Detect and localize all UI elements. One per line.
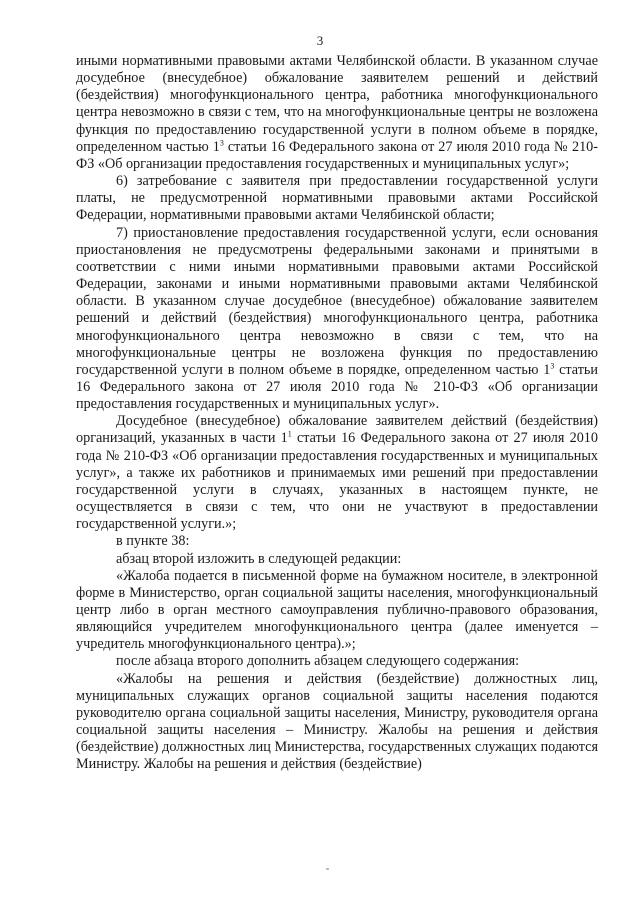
superscript: 3 [550,361,555,371]
paragraph [76,533,598,550]
scan-mark [326,868,329,870]
text-run: Досудебное (внесудебное) обжалование заявителем действий (бездействия) организаций, указанных в части 1 [76,413,598,447]
paragraph [76,225,598,414]
text-run: абзац второй изложить в следующей редакции: [116,550,402,567]
text-run: в пункте 38: [116,533,190,550]
paragraph [76,671,598,774]
superscript: 1 [287,429,292,439]
paragraph [76,653,598,670]
document-body [76,53,598,774]
text-run: «Жалоба подается в письменной форме на бумажном носителе, в электронной форме в Министерство, орган социальной защиты населения, многофункциональный центр либо в орган местного самоуправления публично-правового образования, являющийся учредителем многофункционального центра (далее именуется – учредитель многофункционального центра).»; [76,567,598,653]
text-run: иными нормативными правовыми актами Челябинской области. В указанном случае досудебное (внесудебное) обжалование заявителем решений и действий (бездействия) многофункционального центра, работника многофункционального центра невозможно в связи с тем, что на многофункциональные центры не возложена функция по предоставлению государственной услуги в полном объеме в порядке, определенном частью 1 [76,53,598,155]
paragraph [76,173,598,224]
paragraph [76,413,598,533]
superscript: 3 [219,138,224,148]
text-run: статьи 16 Федерального закона от 27 июля 2010 года № 210-ФЗ «Об организации предоставления государственных и муниципальных услуг», а также их работников и принимаемых ими решений при предоставлении государственной услуги в случаях, указанных в настоящем пункте, не осуществляется в связи с тем, что они не участвуют в предоставлении государственной услуги.»; [76,430,598,533]
text-run: «Жалобы на решения и действия (бездействие) должностных лиц, муниципальных служащих органов социальной защиты населения подаются руководителю органа социальной защиты населения, Министру, руководителя органа социальной защиты населения – Министру. Жалобы на решения и действия (бездействие) должностных лиц Министерства, государственных служащих подаются Министру. Жалобы на решения и действия (бездействие) [76,670,598,773]
page-number: 3 [316,33,324,48]
paragraph [76,568,598,654]
text-run: 6) затребование с заявителя при предоставлении государственной услуги платы, не предусмотренной нормативными правовыми актами Российской Федерации, нормативными правовыми актами Челябинской области; [76,173,598,224]
paragraph [76,53,598,173]
text-run: после абзаца второго дополнить абзацем следующего содержания: [116,653,520,670]
text-run: 7) приостановление предоставления государственной услуги, если основания приостановления не предусмотрены федеральными законами и принятыми в соответствии с ними иными нормативными правовыми актами Российской Федерации, законами и иными нормативными правовыми актами Челябинской области. В указанном случае досудебное (внесудебное) обжалование заявителем решений и действий (бездействия) многофункционального центра, работника многофункционального центра невозможно в связи с тем, что на многофункциональные центры не возложена функция по предоставлению государственной услуги в полном объеме в порядке, определенном частью 1 [76,224,598,378]
text-run: статьи 16 Федерального закона от 27 июля 2010 года № 210-ФЗ «Об организации предоставления государственных и муниципальных услуг»; [76,138,598,172]
paragraph [76,551,598,568]
text-run: статьи 16 Федерального закона от 27 июля 2010 года № 210-ФЗ «Об организации предоставления государственных и муниципальных услуг». [76,361,598,413]
